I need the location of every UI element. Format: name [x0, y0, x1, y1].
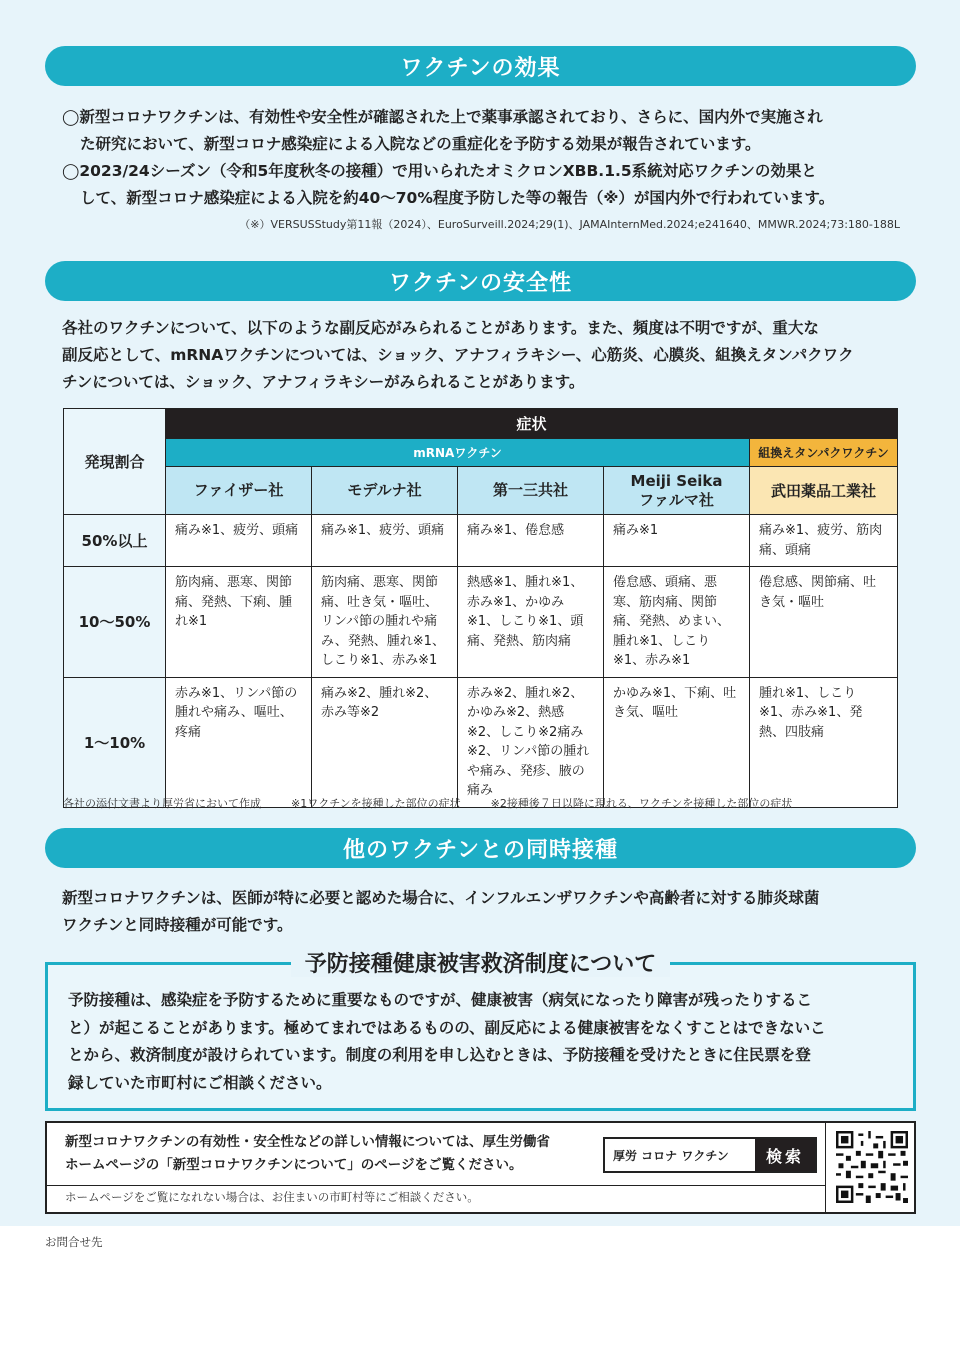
table-cell: 痛み※1、疲労、筋肉痛、頭痛	[750, 515, 898, 567]
info-note: ホームページをご覧になれない場合は、お住まいの市町村等にご相談ください。	[65, 1190, 479, 1204]
safety-intro	[62, 315, 912, 396]
recomb-header: 組換えタンパクワクチン	[750, 439, 898, 467]
rate-header: 発現割合	[64, 409, 166, 515]
rate-row-2: 10〜50%	[64, 567, 166, 678]
relief-title: 予防接種健康被害救済制度について	[291, 952, 671, 977]
efficacy-p2-line1: ◯2023/24シーズン（令和5年度秋冬の接種）で用いられたオミクロンXBB.1.5系統対応ワクチンの効果と	[62, 162, 817, 180]
table-cell: 痛み※1、疲労、頭痛	[166, 515, 312, 567]
info-box	[45, 1121, 916, 1214]
relief-line1: 予防接種は、感染症を予防するために重要なものですが、健康被害（病気になったり障害が残ったりするこ	[68, 991, 813, 1009]
contact-label: お問合せ先	[45, 1235, 103, 1249]
safety-intro-line2: 副反応として、mRNAワクチンについては、ショック、アナフィラキシー、心筋炎、心膜炎、組換えタンパクワク	[62, 346, 854, 364]
table-cell: 熱感※1、腫れ※1、赤み※1、かゆみ※1、しこり※1、頭痛、発熱、筋肉痛	[458, 567, 604, 678]
search-button[interactable]: 検索	[755, 1139, 815, 1171]
table-cell: 痛み※1、疲労、頭痛	[312, 515, 458, 567]
rate-row-1: 50%以上	[64, 515, 166, 567]
company-takeda: 武田薬品工業社	[750, 467, 898, 515]
company-pfizer: ファイザー社	[166, 467, 312, 515]
efficacy-p1-line2: た研究において、新型コロナ感染症による入院などの重症化を予防する効果が報告されています。	[80, 135, 761, 153]
table-cell: 痛み※2、腫れ※2、赤み等※2	[312, 677, 458, 807]
table-notes	[63, 795, 897, 811]
company-meiji-line1: Meiji Seika	[630, 471, 723, 490]
info-divider	[47, 1185, 825, 1186]
simultaneous-header: 他のワクチンとの同時接種	[45, 828, 916, 868]
efficacy-p1-line1: ◯新型コロナワクチンは、有効性や安全性が確認された上で薬事承認されており、さらに、国内外で実施され	[62, 108, 823, 126]
qr-divider	[825, 1123, 826, 1212]
table-note-source: 各社の添付文書より厚労省において作成	[63, 797, 261, 810]
relief-box	[45, 952, 916, 1111]
table-cell: 腫れ※1、しこり※1、赤み※1、発熱、四肢痛	[750, 677, 898, 807]
search-input[interactable]: 厚労 コロナ ワクチン	[613, 1148, 729, 1163]
table-cell: 筋肉痛、悪寒、関節痛、吐き気・嘔吐、リンパ節の腫れや痛み、発熱、腫れ※1、しこり※1、赤み※1	[312, 567, 458, 678]
rate-row-3: 1〜10%	[64, 677, 166, 807]
table-cell: 痛み※1、倦怠感	[458, 515, 604, 567]
company-daiichi: 第一三共社	[458, 467, 604, 515]
table-note-1: ※1ワクチンを接種した部位の症状	[291, 797, 461, 810]
relief-title-wrap	[48, 947, 913, 978]
table-cell: 痛み※1	[604, 515, 750, 567]
search-box	[603, 1137, 817, 1173]
mrna-header: mRNAワクチン	[166, 439, 750, 467]
company-meiji	[604, 467, 750, 515]
relief-line4: 録していた市町村にご相談ください。	[68, 1073, 332, 1092]
company-moderna: モデルナ社	[312, 467, 458, 515]
info-text	[65, 1131, 605, 1177]
efficacy-text	[62, 104, 912, 212]
efficacy-references: （※）VERSUSStudy第11報（2024）、EuroSurveill.2024;29(1)、JAMAInternMed.2024;e241640、MMWR.2024;73:180-188L	[239, 218, 900, 231]
relief-text	[68, 987, 893, 1097]
table-cell: 赤み※2、腫れ※2、かゆみ※2、熱感※2、しこり※2痛み※2、リンパ節の腫れや痛み、発疹、腋の痛み	[458, 677, 604, 807]
safety-header: ワクチンの安全性	[45, 261, 916, 301]
company-meiji-line2: ファルマ社	[639, 490, 714, 509]
simultaneous-line2: ワクチンと同時接種が可能です。	[62, 916, 293, 934]
simultaneous-line1: 新型コロナワクチンは、医師が特に必要と認めた場合に、インフルエンザワクチンや高齢者に対する肺炎球菌	[62, 889, 820, 907]
safety-intro-line1: 各社のワクチンについて、以下のような副反応がみられることがあります。また、頻度は不明ですが、重大な	[62, 319, 819, 337]
efficacy-header: ワクチンの効果	[45, 46, 916, 86]
side-effects-table	[63, 408, 898, 808]
qr-code-icon[interactable]	[836, 1131, 908, 1203]
symptom-header: 症状	[166, 409, 898, 439]
table-cell: 倦怠感、関節痛、吐き気・嘔吐	[750, 567, 898, 678]
table-cell: かゆみ※1、下痢、吐き気、嘔吐	[604, 677, 750, 807]
efficacy-p2-line2: して、新型コロナ感染症による入院を約40〜70%程度予防した等の報告（※）が国内外で行われています。	[80, 189, 835, 207]
table-cell: 筋肉痛、悪寒、関節痛、発熱、下痢、腫れ※1	[166, 567, 312, 678]
relief-line2: と）が起こることがあります。極めてまれではあるものの、副反応による健康被害をなくすことはできないこ	[68, 1018, 826, 1037]
safety-intro-line3: チンについては、ショック、アナフィラキシーがみられることがあります。	[62, 373, 585, 391]
table-cell: 赤み※1、リンパ節の腫れや痛み、嘔吐、疼痛	[166, 677, 312, 807]
table-cell: 倦怠感、頭痛、悪寒、筋肉痛、関節痛、発熱、めまい、腫れ※1、しこり※1、赤み※1	[604, 567, 750, 678]
info-line1: 新型コロナワクチンの有効性・安全性などの詳しい情報については、厚生労働省	[65, 1134, 551, 1150]
relief-line3: とから、救済制度が設けられています。制度の利用を申し込むときは、予防接種を受けたときに住民票を登	[68, 1046, 811, 1064]
table-note-2: ※2接種後７日以降に現れる、ワクチンを接種した部位の症状	[490, 797, 793, 810]
info-line2: ホームページの「新型コロナワクチンについて」のページをご覧ください。	[65, 1157, 523, 1173]
simultaneous-text	[62, 885, 912, 939]
